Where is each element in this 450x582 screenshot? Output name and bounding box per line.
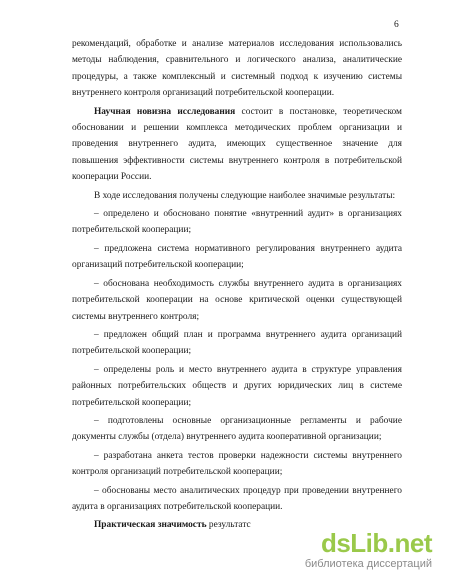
list-item: – определены роль и место внутреннего аудита в структуре управления районных потребительских обществ и других юридических лиц в системе потребительской кооперации; [72,364,402,408]
paragraph-results-intro: В ходе исследования получены следующие наиболее значимые результаты: [94,190,396,201]
list-item: – обоснована необходимость службы внутреннего аудита в организациях потребительской кооперации на основе критической оценки существующей системы внутреннего контроля; [72,278,402,322]
paragraph-novelty [72,104,402,186]
novelty-text: состоит в постановке, теоретическом обосновании и решении комплекса методических проблем организации и проведения внутреннего аудита, имеющих существенное значение для повышения эффективности системы внутреннего контроля в потребительской кооперации России. [72,106,402,183]
list-item: – подготовлены основные организационные регламенты и рабочие документы службы (отдела) внутреннего аудита кооперативной организации; [72,415,402,443]
list-item: – разработана анкета тестов проверки надежности системы внутреннего контроля организаций потребительской кооперации; [72,450,402,478]
list-item: – предложена система нормативного регулирования внутреннего аудита организаций потребительской кооперации; [72,243,402,271]
document-body [72,36,402,534]
novelty-heading: Научная новизна исследования [94,106,236,117]
list-item: – обоснованы место аналитических процедур при проведении внутреннего аудита в организациях потребительской кооперации. [72,485,402,512]
page-number: 6 [394,20,399,30]
watermark-tagline: библиотека диссертаций [304,558,432,570]
list-item: – предложен общий план и программа внутреннего аудита организаций потребительской кооперации; [72,329,402,357]
list-item: – определено и обосновано понятие «внутренний аудит» в организациях потребительской кооперации; [72,209,402,236]
practical-heading: Практическая значимость [94,520,207,531]
practical-text: результатс [206,520,251,531]
paragraph-methods: рекомендаций, обработке и анализе материалов исследования использовались методы наблюдения, сравнительного и логического анализа, аналитические процедуры, а также комплексный и системный подход к изучению системы внутреннего контроля организаций потребительской кооперации. [72,39,402,99]
watermark [282,528,432,572]
watermark-logo: dsLib.net [320,528,432,558]
